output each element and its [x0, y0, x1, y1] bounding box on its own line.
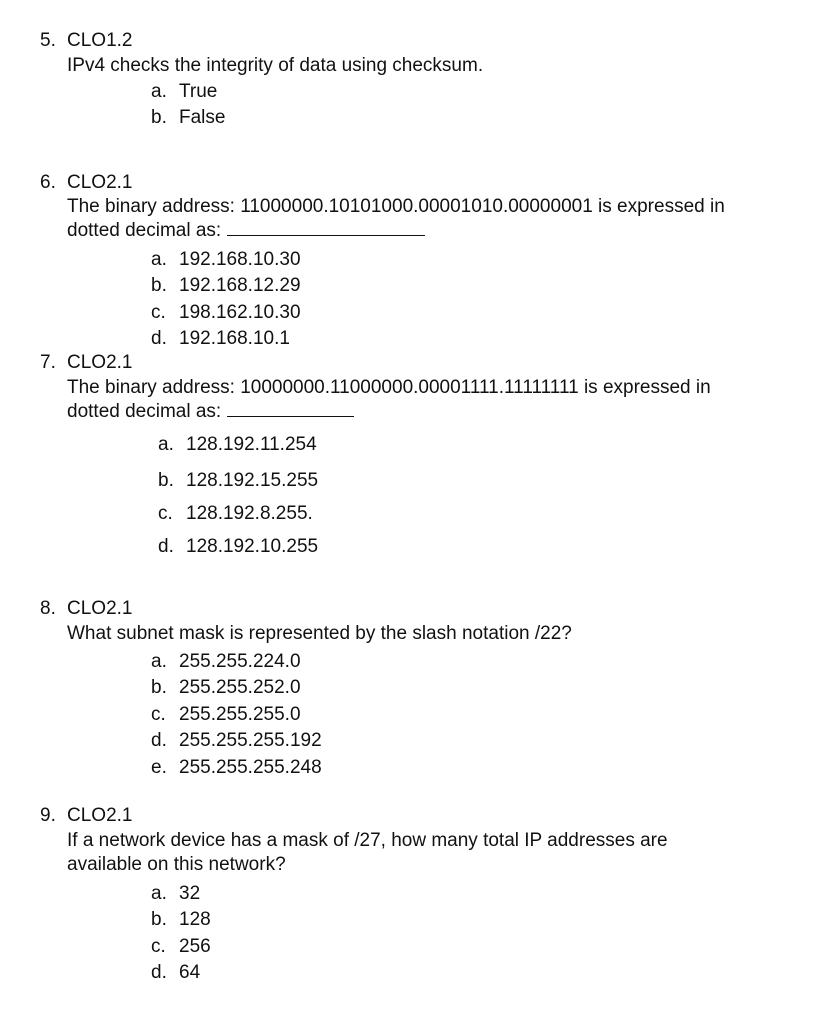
option-label: d. [151, 328, 167, 349]
option-label: a. [158, 434, 174, 455]
question-text: What subnet mask is represented by the slash notation /22? [67, 623, 572, 644]
question-text: available on this network? [67, 854, 286, 875]
question-text: If a network device has a mask of /27, how many total IP addresses are [67, 830, 668, 851]
answer-blank [227, 234, 425, 236]
question-text-continuation: dotted decimal as: [67, 220, 222, 241]
option-label: b. [151, 275, 167, 296]
question-number: 5. [40, 30, 56, 51]
question-clo: CLO2.1 [67, 172, 133, 193]
question-number: 9. [40, 805, 56, 826]
option-text: 64 [179, 962, 201, 983]
question-text: The binary address: 11000000.10101000.00001010.00000001 is expressed in [67, 196, 725, 217]
option-text: 128.192.8.255. [186, 503, 313, 524]
option-label: e. [151, 757, 167, 778]
option-text: 255.255.224.0 [179, 651, 301, 672]
question-text-continuation: dotted decimal as: [67, 401, 222, 422]
question-text: IPv4 checks the integrity of data using checksum. [67, 55, 484, 76]
question-text: The binary address: 10000000.11000000.00001111.11111111 is expressed in [67, 377, 711, 398]
option-label: a. [151, 651, 167, 672]
question-clo: CLO2.1 [67, 598, 133, 619]
answer-blank [227, 415, 354, 417]
option-text: 255.255.255.0 [179, 704, 301, 725]
option-label: c. [158, 503, 173, 524]
option-label: a. [151, 249, 167, 270]
option-label: a. [151, 883, 167, 904]
option-label: c. [151, 302, 166, 323]
option-text: 128.192.11.254 [186, 434, 317, 455]
option-text: 255.255.252.0 [179, 677, 301, 698]
option-text: 32 [179, 883, 201, 904]
question-number: 6. [40, 172, 56, 193]
option-text: 128.192.15.255 [186, 470, 319, 491]
option-label: b. [151, 909, 167, 930]
option-text: True [179, 81, 218, 102]
option-label: d. [151, 730, 167, 751]
option-text: 192.168.12.29 [179, 275, 301, 296]
option-text: 256 [179, 936, 211, 957]
question-number: 8. [40, 598, 56, 619]
question-clo: CLO2.1 [67, 352, 133, 373]
question-clo: CLO2.1 [67, 805, 133, 826]
option-label: b. [151, 677, 167, 698]
option-text: 192.168.10.1 [179, 328, 290, 349]
question-clo: CLO1.2 [67, 30, 133, 51]
option-text: 128.192.10.255 [186, 536, 319, 557]
option-text: 255.255.255.192 [179, 730, 322, 751]
option-label: d. [158, 536, 174, 557]
option-label: b. [151, 107, 167, 128]
option-text: 128 [179, 909, 211, 930]
option-text: 198.162.10.30 [179, 302, 301, 323]
option-text: 255.255.255.248 [179, 757, 322, 778]
option-label: b. [158, 470, 174, 491]
option-label: c. [151, 704, 166, 725]
option-label: c. [151, 936, 166, 957]
option-text: 192.168.10.30 [179, 249, 301, 270]
question-text-line-2 [67, 221, 425, 240]
option-label: a. [151, 81, 167, 102]
question-text-line-2 [67, 402, 354, 421]
option-text: False [179, 107, 226, 128]
option-label: d. [151, 962, 167, 983]
question-number: 7. [40, 352, 56, 373]
